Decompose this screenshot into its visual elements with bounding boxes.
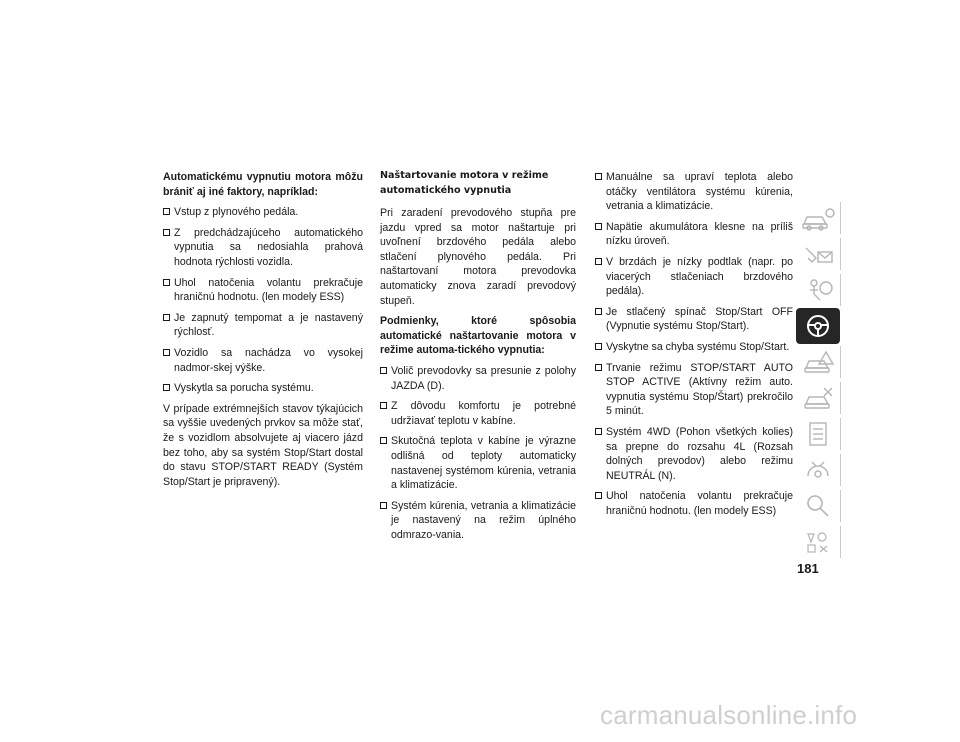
tab-keys[interactable] [796, 236, 840, 272]
car-service-tools-icon [800, 384, 836, 412]
factors-list [163, 205, 363, 396]
tab-multimedia[interactable] [796, 452, 840, 488]
list-item: Je zapnutý tempomat a je nastavený rýchlosť. [163, 311, 363, 340]
list-item: Je stlačený spínač Stop/Start OFF (Vypnutie systému Stop/Start). [595, 305, 793, 334]
tab-safety[interactable] [796, 272, 840, 308]
steering-wheel-icon [800, 312, 836, 340]
list-item: Vyskytne sa chyba systému Stop/Start. [595, 340, 793, 355]
list-item: Z predchádzajúceho automatického vypnutia sa nedosiahla prahová hodnota rýchlosti vozidla. [163, 226, 363, 270]
list-item: Systém kúrenia, vetrania a klimatizácie je nastavený na režim úplného odmrazo-vania. [380, 499, 576, 543]
intro-text: Automatickému vypnutiu motora môžu brániť aj iné faktory, napríklad: [163, 171, 363, 198]
section-heading: Naštartovanie motora v režime automatického vypnutia [380, 170, 549, 196]
list-item: Skutočná teplota v kabíne je výrazne odlišná od teploty automaticky nastavenej systémom kúrenia, vetrania a klimatizácie. [380, 434, 576, 492]
list-item: Manuálne sa upraví teplota alebo otáčky ventilátora systému kúrenia, vetrania a klimatizácie. [595, 170, 793, 214]
list-item: Systém 4WD (Pohon všetkých kolies) sa prepne do rozsahu 4L (Rozsah dolných prevodov) alebo režimu NEUTRÁL (N). [595, 425, 793, 483]
tab-index[interactable] [796, 488, 840, 524]
list-item: Uhol natočenia volantu prekračuje hraničnú hodnotu. (len modely ESS) [595, 489, 793, 518]
list-item: V brzdách je nízky podtlak (napr. po viacerých stlačeniach brzdového pedála). [595, 255, 793, 299]
column-middle [380, 170, 576, 548]
language-index-icon [800, 528, 836, 556]
chapter-tabs [796, 200, 840, 560]
column-left [163, 170, 363, 495]
specifications-list-icon [800, 420, 836, 448]
tab-driving[interactable] [796, 308, 840, 344]
list-item: Vyskytla sa porucha systému. [163, 381, 363, 396]
column-right [595, 170, 793, 524]
list-item: Volič prevodovky sa presunie z polohy JAZDA (D). [380, 364, 576, 393]
multimedia-icon [800, 456, 836, 484]
car-key-mail-icon [800, 240, 836, 268]
body-paragraph: Pri zaradení prevodového stupňa pre jazdu vpred sa motor naštartuje pri uvoľnení brzdového pedála alebo stlačení plynového pedála. Pri naštartovaní motora prevodovka automaticky znova zaradí prevodový stupeň. [380, 207, 576, 307]
conditions-list-continued [595, 170, 793, 518]
list-item: Trvanie režimu STOP/START AUTO STOP ACTIVE (Aktívny režim auto. vypnutia systému Stop/Štart) prekročilo 5 minút. [595, 361, 793, 419]
body-paragraph: V prípade extrémnejších stavov týkajúcich sa vyššie uvedených prvkov sa môže stať, že s vozidlom absolvujete aj viacero jázd bez toho, aby sa systém Stop/Start dostal do stavu STOP/START READY (Systém Stop/Start je pripravený). [163, 402, 363, 488]
list-item: Napätie akumulátora klesne na príliš nízku úroveň. [595, 220, 793, 249]
list-item: Uhol natočenia volantu prekračuje hraničnú hodnotu. (len modely ESS) [163, 276, 363, 305]
car-warning-icon [800, 348, 836, 376]
list-item: Vstup z plynového pedála. [163, 205, 363, 220]
list-item: Vozidlo sa nachádza vo vysokej nadmor-skej výške. [163, 346, 363, 375]
tab-car-info[interactable] [796, 200, 840, 236]
watermark: carmanualsonline.info [600, 700, 858, 730]
tab-emergency[interactable] [796, 344, 840, 380]
airbag-person-icon [800, 276, 836, 304]
conditions-list [380, 364, 576, 543]
tab-specifications[interactable] [796, 416, 840, 452]
tab-languages[interactable] [796, 524, 840, 560]
tab-service[interactable] [796, 380, 840, 416]
car-info-icon [800, 204, 836, 232]
page-number: 181 [797, 561, 819, 576]
conditions-title: Podmienky, ktoré spôsobia automatické naštartovanie motora v režime automa-tického vypnutia: [380, 315, 576, 357]
list-item: Z dôvodu komfortu je potrebné udržiavať teplotu v kabíne. [380, 399, 576, 428]
index-search-icon [800, 492, 836, 520]
